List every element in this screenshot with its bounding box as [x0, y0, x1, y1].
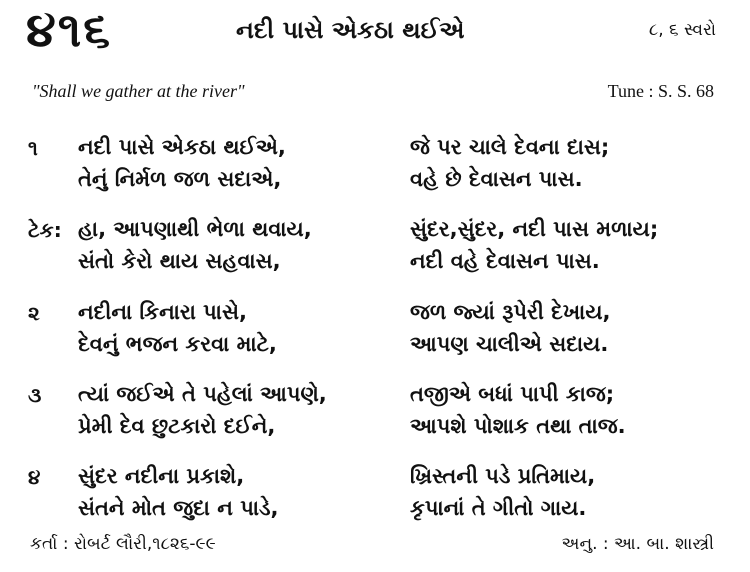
- verse-line-first-half: પ્રેમી દેવ છુટકારો દઈને,: [78, 414, 276, 438]
- stanza-4: [0, 459, 750, 541]
- verse-line-first-half: સુંદર નદીના પ્રકાશે,: [78, 464, 245, 488]
- translator-credit: અનુ. : આ. બા. શાસ્ત્રી: [561, 534, 714, 554]
- verse-line: [78, 214, 688, 244]
- verse-line: [78, 461, 688, 491]
- verse-line-second-half: કૃપાનાં તે ગીતો ગાય.: [410, 496, 587, 520]
- hymn-number: ૪૧૬: [26, 2, 113, 58]
- verse-line-second-half: તજીએ બધાં પાપી કાજ;: [410, 382, 615, 406]
- verse-line-second-half: જળ જ્યાં રૂપેરી દેખાય,: [410, 300, 611, 324]
- verse-line-first-half: ત્યાં જઈએ તે પહેલાં આપણે,: [78, 382, 327, 406]
- verse-line: [78, 132, 688, 162]
- meter-text: ૮, ૬ સ્વરો: [648, 20, 716, 40]
- verse-line: [78, 329, 688, 359]
- verse-line-second-half: સુંદર,સુંદર, નદી પાસ મળાય;: [410, 217, 659, 241]
- stanza-label: ૨: [28, 301, 40, 325]
- verse-line-first-half: હા, આપણાથી ભેળા થવાય,: [78, 217, 312, 241]
- verse-line: [78, 379, 688, 409]
- verse-line-second-half: ખ્રિસ્તની પડે પ્રતિમાય,: [410, 464, 596, 488]
- verse-line-first-half: દેવનું ભજન કરવા માટે,: [78, 332, 277, 356]
- verse-line-first-half: નદીના કિનારા પાસે,: [78, 300, 247, 324]
- verse-line-first-half: સંતો કેરો થાય સહવાસ,: [78, 249, 281, 273]
- english-title: "Shall we gather at the river": [32, 81, 245, 101]
- author-credit: કર્તા : રોબર્ટ લૌરી,૧૮૨૬-૯૯: [30, 534, 216, 554]
- verse-line-first-half: નદી પાસે એકઠા થઈએ,: [78, 135, 286, 159]
- stanza-list: [0, 130, 750, 541]
- verse-line: [78, 297, 688, 327]
- verse-line: [78, 246, 688, 276]
- refrain: [0, 212, 750, 295]
- stanza-label: ૧: [28, 136, 38, 160]
- stanza-label: ૩: [28, 383, 42, 407]
- verse-line: [78, 493, 688, 523]
- verse-line-second-half: નદી વહે દેવાસન પાસ.: [410, 249, 600, 273]
- verse-line-first-half: સંતને મોત જુદા ન પાડે,: [78, 496, 279, 520]
- verse-line-second-half: જે પર ચાલે દેવના દાસ;: [410, 135, 610, 159]
- hymn-title: નદી પાસે એકઠા થઈએ: [236, 16, 465, 44]
- stanza-3: [0, 377, 750, 459]
- stanza-2: [0, 295, 750, 377]
- verse-line: [78, 164, 688, 194]
- verse-line-second-half: આપણ ચાલીએ સદાય.: [410, 332, 609, 356]
- refrain-label: ટેક:: [28, 218, 62, 242]
- tune-reference: Tune : S. S. 68: [607, 81, 714, 101]
- verse-line-second-half: વહે છે દેવાસન પાસ.: [410, 167, 583, 191]
- verse-line: [78, 411, 688, 441]
- stanza-1: [0, 130, 750, 212]
- verse-line-first-half: તેનું નિર્મળ જળ સદાએ,: [78, 167, 282, 191]
- stanza-label: ૪: [28, 465, 41, 489]
- verse-line-second-half: આપશે પોશાક તથા તાજ.: [410, 414, 626, 438]
